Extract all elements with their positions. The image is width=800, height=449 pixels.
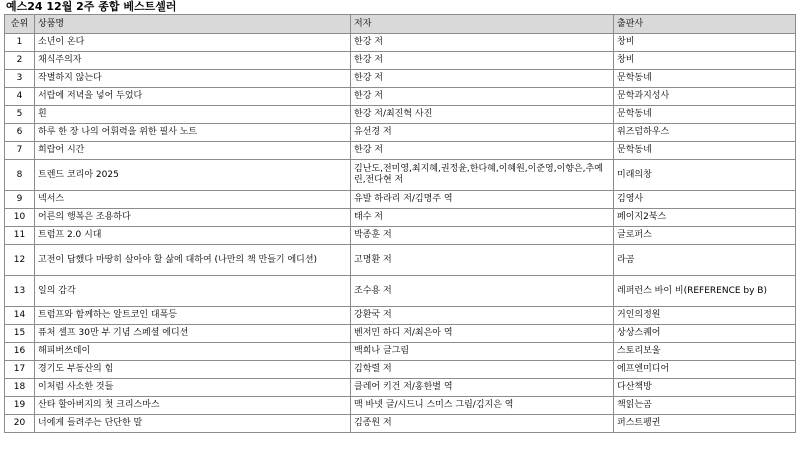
- cell-author: 김난도,전미영,최지혜,권정윤,한다혜,이혜원,이준영,이향은,추예린,전다현 저: [351, 160, 614, 191]
- header-product: 상품명: [35, 15, 351, 34]
- cell-publisher: 스토리보울: [614, 343, 796, 361]
- cell-product: 고전이 답했다 마땅히 살아야 할 삶에 대하여 (나만의 책 만들기 에디션): [35, 245, 351, 276]
- cell-rank: 16: [5, 343, 35, 361]
- cell-product: 흰: [35, 106, 351, 124]
- table-row: [5, 361, 796, 379]
- table-row: [5, 191, 796, 209]
- cell-product: 트럼프와 함께하는 알트코인 대폭등: [35, 307, 351, 325]
- cell-author: 한강 저/최진혁 사진: [351, 106, 614, 124]
- cell-rank: 11: [5, 227, 35, 245]
- cell-author: 백희나 글그림: [351, 343, 614, 361]
- table-row: [5, 379, 796, 397]
- table-header-row: [5, 15, 796, 34]
- cell-author: 클레어 키건 저/홍한별 역: [351, 379, 614, 397]
- header-rank: 순위: [5, 15, 35, 34]
- bestseller-table: [4, 14, 796, 433]
- cell-publisher: 레퍼런스 바이 비(REFERENCE by B): [614, 276, 796, 307]
- cell-author: 유선경 저: [351, 124, 614, 142]
- cell-author: 김종원 저: [351, 415, 614, 433]
- cell-product: 채식주의자: [35, 52, 351, 70]
- table-row: [5, 124, 796, 142]
- cell-publisher: 김영사: [614, 191, 796, 209]
- cell-publisher: 상상스퀘어: [614, 325, 796, 343]
- cell-publisher: 위즈덤하우스: [614, 124, 796, 142]
- cell-author: 김학렬 저: [351, 361, 614, 379]
- cell-publisher: 책읽는곰: [614, 397, 796, 415]
- cell-product: 이처럼 사소한 것들: [35, 379, 351, 397]
- table-row: [5, 34, 796, 52]
- cell-product: 일의 감각: [35, 276, 351, 307]
- cell-publisher: 문학동네: [614, 142, 796, 160]
- cell-author: 한강 저: [351, 52, 614, 70]
- table-row: [5, 415, 796, 433]
- table-row: [5, 142, 796, 160]
- cell-rank: 20: [5, 415, 35, 433]
- cell-author: 한강 저: [351, 70, 614, 88]
- table-row: [5, 160, 796, 191]
- cell-publisher: 에프엔미디어: [614, 361, 796, 379]
- cell-publisher: 미래의창: [614, 160, 796, 191]
- cell-rank: 2: [5, 52, 35, 70]
- cell-rank: 6: [5, 124, 35, 142]
- table-row: [5, 70, 796, 88]
- cell-publisher: 창비: [614, 52, 796, 70]
- cell-publisher: 창비: [614, 34, 796, 52]
- cell-author: 조수용 저: [351, 276, 614, 307]
- table-body: [5, 34, 796, 433]
- cell-rank: 5: [5, 106, 35, 124]
- table-row: [5, 209, 796, 227]
- cell-publisher: 문학동네: [614, 106, 796, 124]
- cell-rank: 12: [5, 245, 35, 276]
- cell-product: 경기도 부동산의 힘: [35, 361, 351, 379]
- cell-product: 퓨처 셀프 30만 부 기념 스페셜 에디션: [35, 325, 351, 343]
- cell-publisher: 페이지2북스: [614, 209, 796, 227]
- cell-product: 트럼프 2.0 시대: [35, 227, 351, 245]
- table-row: [5, 276, 796, 307]
- table-row: [5, 307, 796, 325]
- cell-author: 박종훈 저: [351, 227, 614, 245]
- cell-publisher: 라곰: [614, 245, 796, 276]
- cell-product: 트렌드 코리아 2025: [35, 160, 351, 191]
- table-row: [5, 245, 796, 276]
- cell-author: 태수 저: [351, 209, 614, 227]
- header-publisher: 출판사: [614, 15, 796, 34]
- cell-product: 산타 할아버지의 첫 크리스마스: [35, 397, 351, 415]
- cell-rank: 18: [5, 379, 35, 397]
- cell-publisher: 거인의정원: [614, 307, 796, 325]
- cell-product: 희랍어 시간: [35, 142, 351, 160]
- cell-product: 너에게 들려주는 단단한 말: [35, 415, 351, 433]
- cell-rank: 4: [5, 88, 35, 106]
- cell-product: 소년이 온다: [35, 34, 351, 52]
- table-row: [5, 106, 796, 124]
- table-row: [5, 52, 796, 70]
- cell-author: 한강 저: [351, 34, 614, 52]
- table-row: [5, 325, 796, 343]
- header-author: 저자: [351, 15, 614, 34]
- cell-rank: 1: [5, 34, 35, 52]
- cell-author: 고명환 저: [351, 245, 614, 276]
- cell-rank: 9: [5, 191, 35, 209]
- cell-publisher: 문학동네: [614, 70, 796, 88]
- cell-rank: 15: [5, 325, 35, 343]
- cell-author: 맥 바넷 글/시드니 스미스 그림/김지은 역: [351, 397, 614, 415]
- cell-author: 벤저민 하디 저/최은아 역: [351, 325, 614, 343]
- cell-product: 작별하지 않는다: [35, 70, 351, 88]
- cell-product: 해피버쓰데이: [35, 343, 351, 361]
- cell-product: 하루 한 장 나의 어휘력을 위한 필사 노트: [35, 124, 351, 142]
- cell-rank: 3: [5, 70, 35, 88]
- cell-rank: 10: [5, 209, 35, 227]
- cell-author: 한강 저: [351, 88, 614, 106]
- cell-author: 한강 저: [351, 142, 614, 160]
- cell-product: 어른의 행복은 조용하다: [35, 209, 351, 227]
- table-row: [5, 227, 796, 245]
- table-row: [5, 397, 796, 415]
- cell-author: 강환국 저: [351, 307, 614, 325]
- cell-publisher: 퍼스트펭귄: [614, 415, 796, 433]
- cell-product: 넥서스: [35, 191, 351, 209]
- cell-publisher: 글로퍼스: [614, 227, 796, 245]
- table-row: [5, 343, 796, 361]
- cell-rank: 7: [5, 142, 35, 160]
- table-row: [5, 88, 796, 106]
- cell-rank: 14: [5, 307, 35, 325]
- cell-product: 서랍에 저녁을 넣어 두었다: [35, 88, 351, 106]
- cell-author: 유발 하라리 저/김명주 역: [351, 191, 614, 209]
- cell-rank: 8: [5, 160, 35, 191]
- page-title: 예스24 12월 2주 종합 베스트셀러: [6, 0, 177, 13]
- cell-publisher: 다산책방: [614, 379, 796, 397]
- cell-rank: 13: [5, 276, 35, 307]
- cell-rank: 17: [5, 361, 35, 379]
- cell-rank: 19: [5, 397, 35, 415]
- cell-publisher: 문학과지성사: [614, 88, 796, 106]
